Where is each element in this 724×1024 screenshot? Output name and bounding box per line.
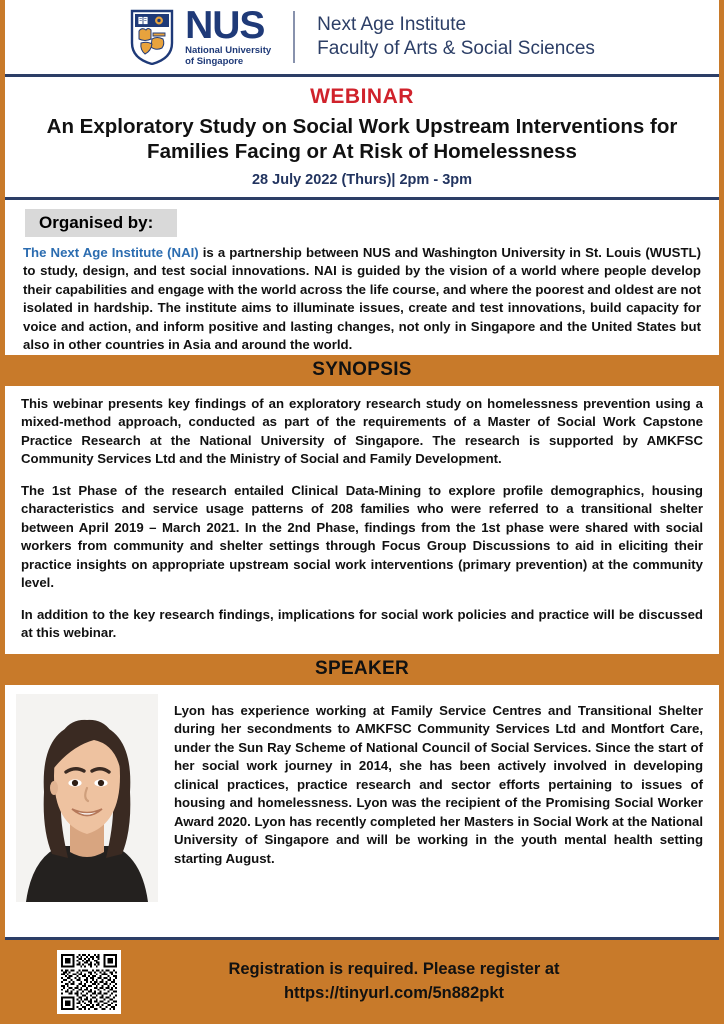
page-title: An Exploratory Study on Social Work Upstream Interventions for Families Facing or At Risk of Homelessness: [46, 115, 678, 163]
synopsis-paragraph-2: The 1st Phase of the research entailed Clinical Data-Mining to explore profile demographics, housing characteristics and service usage patterns of 208 families who were referred to a transitional shelter between April 2019 – March 2021. In the 2nd Phase, findings from the 1st phase were shared with social workers from community and shelter settings through Focus Group Discussions to aid in eliciting their practice insights on appropriate upstream social work interventions (primary prevention) at the community level.: [21, 482, 703, 591]
synopsis-paragraph-3: In addition to the key research findings, implications for social work policies and practice will be discussed at this webinar.: [21, 606, 703, 641]
faculty-name: Faculty of Arts & Social Sciences: [317, 37, 595, 59]
organised-by-section: [5, 200, 719, 355]
organised-by-body: [19, 244, 705, 355]
nus-logo-subtitle: [185, 46, 271, 68]
speaker-section: [5, 685, 719, 937]
qr-code-icon[interactable]: [57, 950, 121, 1014]
speaker-portrait-image: [16, 694, 158, 902]
nus-wordmark: [185, 3, 272, 68]
synopsis-band: SYNOPSIS: [5, 355, 719, 386]
poster-header: [5, 0, 719, 77]
nus-logo-text: NUS: [185, 3, 265, 47]
organised-by-label: Organised by:: [25, 209, 177, 237]
title-block: [5, 77, 719, 197]
qr-code-image: [61, 954, 117, 1010]
registration-url[interactable]: https://tinyurl.com/5n882pkt: [283, 984, 505, 1002]
registration-footer: [5, 937, 719, 1024]
nus-crest-icon: [129, 9, 175, 65]
synopsis-section: [5, 386, 719, 654]
faculty-lockup: [317, 13, 595, 62]
nus-logo-subtitle-line1: National University: [185, 44, 272, 56]
logo-divider: [293, 11, 295, 63]
nus-logo-lockup: [129, 3, 595, 68]
webinar-kicker: WEBINAR: [310, 85, 414, 108]
organised-by-description: is a partnership between NUS and Washington University in St. Louis (WUSTL) to study, design, and test social innovations. NAI is guided by the vision of a world where people develop their capabilities and engage with the world across the life course, and where the poorest and oldest are not isolated in hardship. The institute aims to illuminate issues, create and test innovations, build capacity for voice and action, and inform positive and lasting changes, not only in Singapore and the United States but also in other countries in Asia and around the world.: [23, 245, 701, 353]
registration-text: [121, 958, 719, 1006]
nus-logo-subtitle-line2: of Singapore: [185, 55, 244, 67]
speaker-photo: [16, 694, 158, 902]
registration-line-1: Registration is required. Please register at: [228, 960, 560, 979]
event-datetime: 28 July 2022 (Thurs)| 2pm - 3pm: [251, 172, 473, 188]
speaker-bio: Lyon has experience working at Family Service Centres and Transitional Shelter during her secondments to AMKFSC Community Services Ltd and Montfort Care, under the Sun Ray Scheme of National Council of Social Services. Since the start of her social work journey in 2014, she has been actively involved in developing clinical practices, practice research and sector efforts pertaining to issues of housing and homelessness. Lyon was the recipient of the Promising Social Worker Award 2020. Lyon has recently completed her Masters in Social Work at the National University of Singapore and will be working in the youth mental health setting starting August.: [174, 702, 703, 866]
institute-name: Next Age Institute: [317, 13, 467, 35]
nai-highlight: The Next Age Institute (NAI): [23, 245, 199, 260]
synopsis-paragraph-1: This webinar presents key findings of an exploratory research study on homelessness prevention using a mixed-method approach, conducted as part of the requirements of a Master of Social Work Capstone Practice Research at the National University of Singapore. The research is supported by AMKFSC Community Services Ltd and the Ministry of Social and Family Development.: [21, 395, 703, 467]
speaker-band: SPEAKER: [5, 654, 719, 685]
